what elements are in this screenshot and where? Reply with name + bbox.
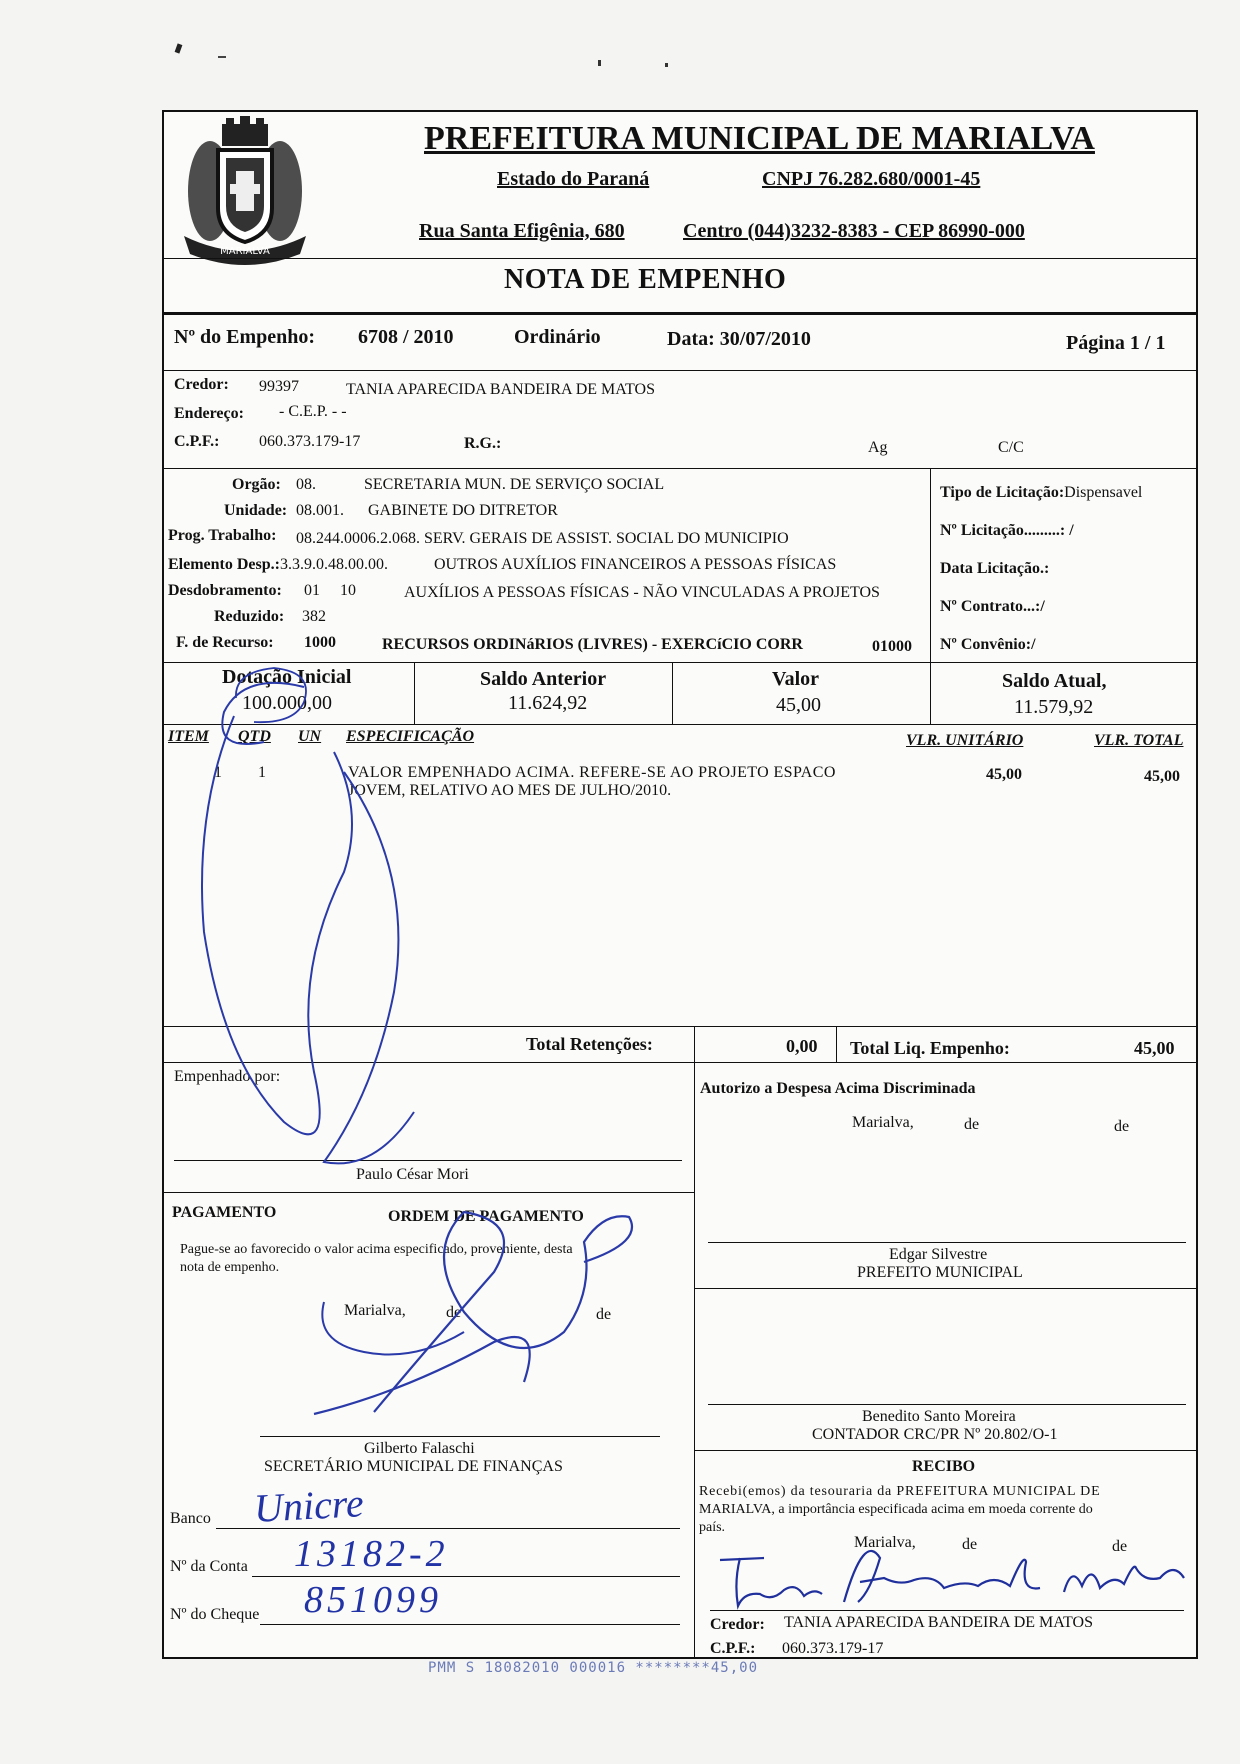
credor-code: 99397 (259, 378, 299, 395)
elemento-description: OUTROS AUXÍLIOS FINANCEIROS A PESSOAS FÍSICAS (434, 556, 837, 573)
recibo-place: Marialva, (854, 1534, 916, 1551)
autorizo-despesa-label: Autorizo a Despesa Acima Discriminada (700, 1080, 976, 1097)
nota-de-empenho-document (162, 110, 1198, 1659)
saldo-atual-value: 11.579,92 (1014, 696, 1094, 718)
recurso-code: 1000 (304, 634, 336, 651)
unidade-name: GABINETE DO DITRETOR (368, 502, 558, 519)
recibo-date-de-2: de (1112, 1538, 1128, 1555)
item-unit-value: 45,00 (986, 766, 1022, 783)
saldo-anterior-value: 11.624,92 (508, 692, 588, 714)
empenho-number: 6708 / 2010 (358, 326, 454, 348)
cnpj-label: CNPJ 76.282.680/0001-45 (762, 168, 981, 190)
secretario-name: Gilberto Falaschi (364, 1440, 475, 1457)
estado-label: Estado do Paraná (497, 168, 650, 190)
column-header-valor-total: VLR. TOTAL (1094, 732, 1184, 749)
contador-name: Benedito Santo Moreira (862, 1408, 1016, 1425)
document-title: NOTA DE EMPENHO (504, 264, 787, 295)
elemento-label: Elemento Desp.: (168, 556, 280, 573)
recibo-text-line-1: Recebi(emos) da tesouraria da PREFEITURA MUNICIPAL DE (699, 1484, 1101, 1499)
cpf-label: C.P.F.: (174, 433, 220, 450)
orgao-name: SECRETARIA MUN. DE SERVIÇO SOCIAL (364, 476, 665, 493)
data-licitacao: Data Licitação.: (940, 560, 1050, 577)
valor-label: Valor (772, 668, 820, 690)
column-header-valor-unitario: VLR. UNITÁRIO (906, 732, 1024, 749)
recibo-text-line-2: MARIALVA, a importância especificada acima em moeda corrente do (699, 1502, 1093, 1517)
total-retencoes-label: Total Retenções: (526, 1034, 653, 1054)
scan-speck (218, 56, 226, 58)
desdobramento-label: Desdobramento: (168, 582, 282, 599)
prefeito-date-de-1: de (964, 1116, 980, 1133)
reduzido-value: 382 (302, 608, 326, 625)
empenho-date: Data: 30/07/2010 (667, 328, 811, 350)
prefeito-place: Marialva, (852, 1114, 914, 1131)
valor-value: 45,00 (776, 694, 821, 716)
pagamento-text-line-2: nota de empenho. (180, 1260, 280, 1275)
pagamento-date-de-2: de (596, 1306, 612, 1323)
dotacao-inicial-value: 100.000,00 (242, 692, 332, 714)
pagamento-place: Marialva, (344, 1302, 406, 1319)
column-header-item: ITEM (168, 728, 209, 745)
credor-label: Credor: (174, 376, 229, 393)
secretario-title: SECRETÁRIO MUNICIPAL DE FINANÇAS (264, 1458, 563, 1475)
conta-label: Nº da Conta (170, 1558, 248, 1575)
prefeito-title: PREFEITO MUNICIPAL (857, 1264, 1023, 1281)
dotacao-inicial-label: Dotação Inicial (222, 666, 352, 688)
recibo-cpf-value: 060.373.179-17 (782, 1640, 884, 1657)
empenhado-por-name: Paulo César Mori (356, 1166, 469, 1183)
empenho-type: Ordinário (514, 326, 601, 348)
recurso-fonte: 01000 (872, 638, 912, 655)
desdobramento-description: AUXÍLIOS A PESSOAS FÍSICAS - NÃO VINCULADAS A PROJETOS (404, 584, 880, 601)
orgao-code: 08. (296, 476, 316, 493)
empenhado-por-label: Empenhado por: (174, 1068, 281, 1085)
address-street: Rua Santa Efigênia, 680 (419, 220, 625, 242)
reduzido-label: Reduzido: (214, 608, 285, 625)
payment-stamp: PMM S 18082010 000016 ********45,00 (428, 1660, 759, 1676)
endereco-value: - C.E.P. - - (279, 403, 347, 420)
numero-convenio: Nº Convênio:/ (940, 636, 1036, 653)
credor-name: TANIA APARECIDA BANDEIRA DE MATOS (346, 381, 655, 398)
programa-label: Prog. Trabalho: (168, 527, 277, 544)
unidade-label: Unidade: (224, 502, 288, 519)
recibo-credor-name: TANIA APARECIDA BANDEIRA DE MATOS (784, 1614, 1093, 1631)
programa-value: 08.244.0006.2.068. SERV. GERAIS DE ASSIST. SOCIAL DO MUNICIPIO (296, 530, 789, 547)
column-header-un: UN (298, 728, 322, 745)
recibo-date-de-1: de (962, 1536, 978, 1553)
cheque-handwritten: 851099 (304, 1579, 442, 1621)
ag-label: Ag (868, 439, 888, 456)
item-quantity: 1 (258, 764, 266, 781)
column-header-especificacao: ESPECIFICAÇÃO (346, 728, 475, 745)
page-indicator: Página 1 / 1 (1066, 332, 1166, 354)
orgao-label: Orgão: (232, 476, 281, 493)
numero-contrato: Nº Contrato...:/ (940, 598, 1045, 615)
rg-label: R.G.: (464, 435, 502, 452)
empenho-label: Nº do Empenho: (174, 326, 316, 348)
cheque-label: Nº do Cheque (170, 1606, 260, 1623)
pagamento-date-de-1: de (446, 1304, 462, 1321)
item-number: 1 (214, 764, 222, 781)
item-specification-line-1: VALOR EMPENHADO ACIMA. REFERE-SE AO PROJETO ESPACO (348, 764, 836, 781)
desdobramento-code: 01 10 (304, 582, 356, 599)
saldo-anterior-label: Saldo Anterior (480, 668, 607, 690)
scan-speck (598, 60, 601, 66)
cpf-value: 060.373.179-17 (259, 433, 361, 450)
unidade-code: 08.001. (296, 502, 344, 519)
ordem-pagamento-title: ORDEM DE PAGAMENTO (388, 1208, 584, 1225)
pagamento-text-line-1: Pague-se ao favorecido o valor acima especificado, proveniente, desta (180, 1242, 573, 1257)
pagamento-title: PAGAMENTO (172, 1204, 277, 1221)
scan-speck (665, 63, 668, 67)
endereco-label: Endereço: (174, 405, 244, 422)
banco-handwritten: Unicre (252, 1480, 365, 1531)
item-total-value: 45,00 (1144, 768, 1180, 785)
svg-text:MARIALVA: MARIALVA (220, 246, 270, 257)
prefeito-date-de-2: de (1114, 1118, 1130, 1135)
contador-title: CONTADOR CRC/PR Nº 20.802/O-1 (812, 1426, 1058, 1443)
item-specification-line-2: JOVEM, RELATIVO AO MES DE JULHO/2010. (348, 782, 672, 799)
recibo-credor-label: Credor: (710, 1616, 765, 1633)
address-contact: Centro (044)3232-8383 - CEP 86990-000 (683, 220, 1025, 242)
total-retencoes-value: 0,00 (786, 1036, 818, 1056)
recibo-title: RECIBO (912, 1458, 976, 1475)
prefeito-name: Edgar Silvestre (889, 1246, 988, 1263)
signature-strokes (164, 112, 1196, 1657)
prefeitura-title: PREFEITURA MUNICIPAL DE MARIALVA (424, 120, 1095, 157)
recurso-label: F. de Recurso: (176, 634, 274, 651)
column-header-qtd: QTD (238, 728, 271, 745)
recibo-cpf-label: C.P.F.: (710, 1640, 756, 1657)
elemento-code: 3.3.9.0.48.00.00. (280, 556, 388, 573)
total-liquido-label: Total Liq. Empenho: (850, 1038, 1010, 1058)
scan-speck (175, 43, 183, 53)
conta-handwritten: 13182-2 (294, 1533, 449, 1575)
recurso-description: RECURSOS ORDINáRIOS (LIVRES) - EXERCíCIO CORR (382, 636, 803, 653)
total-liquido-value: 45,00 (1134, 1038, 1175, 1058)
banco-label: Banco (170, 1510, 211, 1527)
saldo-atual-label: Saldo Atual, (1002, 670, 1107, 692)
cc-label: C/C (998, 439, 1024, 456)
recibo-text-line-3: país. (699, 1520, 726, 1535)
tipo-licitacao: Tipo de Licitação:Dispensavel (940, 484, 1143, 501)
numero-licitacao: Nº Licitação.........: / (940, 522, 1074, 539)
